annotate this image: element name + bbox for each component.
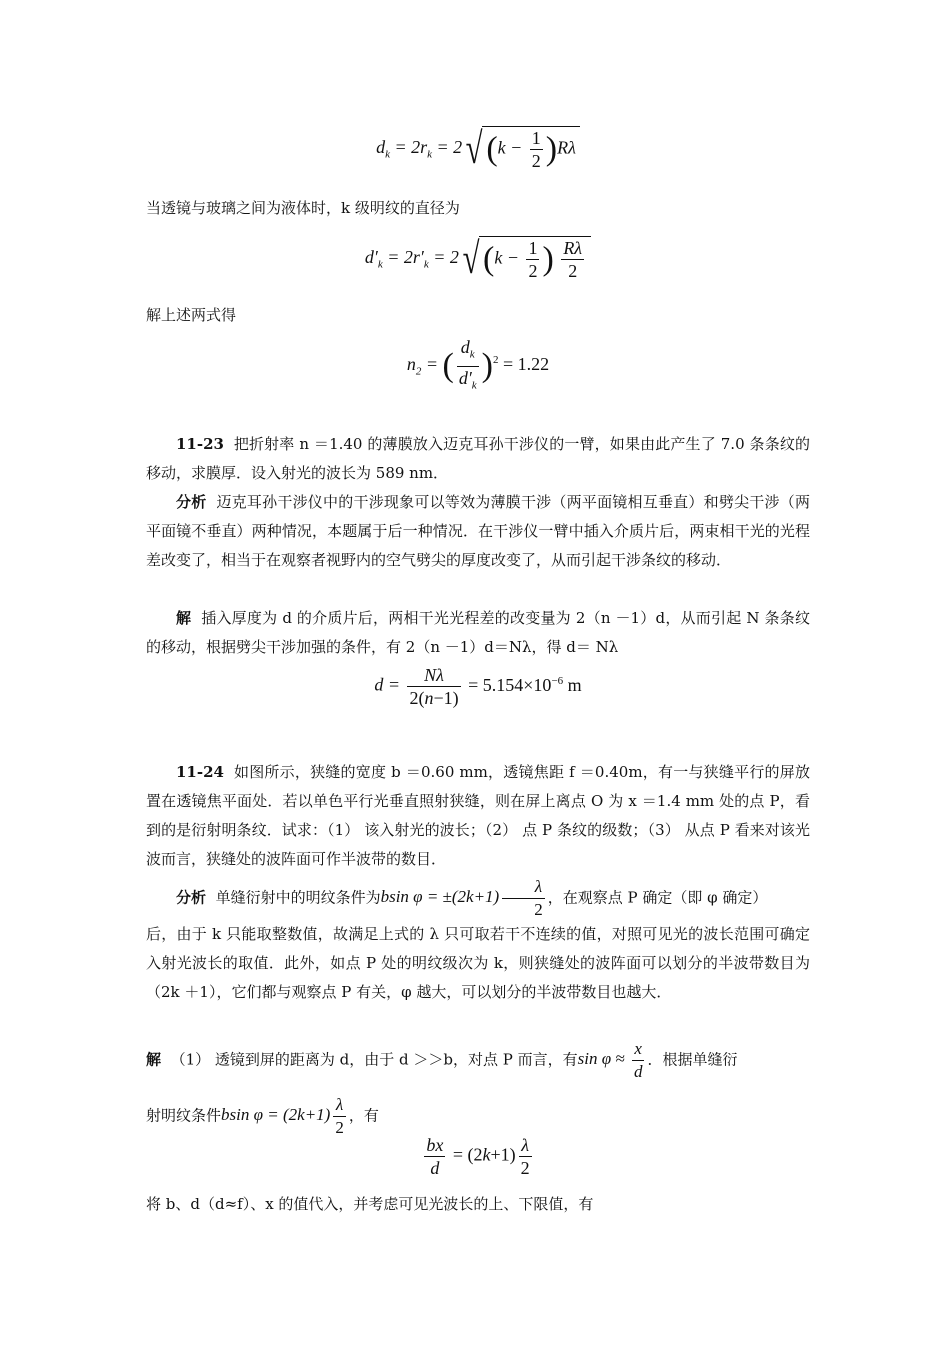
analysis-text: 单缝衍射中的明纹条件为 (215, 888, 381, 907)
analysis-11-24-continued: 后，由于 k 只能取整数值，故满足上式的 λ 只可取若干不连续的值，对照可见光的波长范围可确定入射光波长的取值．此外，如点 P 处的明纹级次为 k，则狭缝处的波阵面可以划分的半波带数目为（2k ＋1），它们都与观察点 P 有关，φ 越大，可以划分的半波带数目也越大． (146, 925, 810, 1001)
equation-refractive-index: $n_2$ = ( $\frac{d_k}{d'_k}$ )$^2$ = 1.22 (406, 337, 550, 392)
solution-text: 射明纹条件 (146, 1106, 222, 1125)
solution-label: 解 (176, 609, 192, 627)
analysis-label: 分析 (176, 493, 207, 511)
equation-liquid-ring-diameter: $d'_k = 2r'_k = 2√$ (k − $\frac{1}{2}$ ) $\frac{R\lambda}{2}$ (146, 236, 810, 282)
text-substitute-values: 将 b、d（d≈f）、x 的值代入，并考虑可见光波长的上、下限值，有 (146, 1195, 594, 1213)
small-angle-approx: sin φ ≈ $\frac{x}{d}$ (577, 1039, 643, 1081)
text-solve: 解上述两式得 (146, 306, 237, 324)
analysis-11-24-first-line (146, 876, 810, 921)
solution-text: ，有 (348, 1106, 379, 1125)
solution-11-23 (146, 604, 810, 662)
solution-body: 插入厚度为 d 的介质片后，两相干光光程差的改变量为 2（n －1）d，从而引起 N 条条纹的移动，根据劈尖干涉加强的条件，有 2（n －1）d＝Nλ，得 d＝ Nλ (146, 609, 810, 656)
solution-11-24-line1 (146, 1038, 810, 1083)
problem-11-23 (146, 430, 810, 488)
equation-bright-ring-diameter: $d_k = 2r_k = 2√$ (k − $\frac{1}{2}$ )Rλ (146, 126, 810, 172)
problem-11-24 (146, 758, 810, 874)
analysis-label: 分析 (176, 888, 207, 907)
analysis-11-23 (146, 488, 810, 575)
solution-11-24-line2 (146, 1094, 810, 1139)
problem-number: 11-23 (176, 435, 224, 453)
bright-fringe-condition: bsin φ = ±(2k+1) $\frac{\lambda}{2}$ (380, 877, 543, 919)
text-liquid-case: 当透镜与玻璃之间为液体时，k 级明纹的直径为 (146, 199, 460, 217)
problem-body: 把折射率 n ＝1.40 的薄膜放入迈克耳孙干涉仪的一臂，如果由此产生了 7.0 条条纹的移动，求膜厚．设入射光的波长为 589 nm． (146, 435, 810, 482)
problem-body: 如图所示，狭缝的宽度 b ＝0.60 mm，透镜焦距 f ＝0.40m，有一与狭缝平行的屏放置在透镜焦平面处．若以单色平行光垂直照射狭缝，则在屏上离点 O 为 x ＝1.4 mm 处的点 P，看到的是衍射明条纹．试求：（1） 该入射光的波长；（2） 点 P 条纹的级数；（3） 从点 P 看来对该光波而言，狭缝处的波阵面可作半波带的数目． (146, 763, 810, 868)
equation-bx-over-d: $\frac{bx}{d}$ = (2k+1) $\frac{\lambda}{2}$ (426, 1135, 530, 1178)
problem-number: 11-24 (176, 763, 224, 781)
solution-label: 解 (146, 1050, 162, 1069)
analysis-body: 迈克耳孙干涉仪中的干涉现象可以等效为薄膜干涉（两平面镜相互垂直）和劈尖干涉（两平面镜不垂直）两种情况，本题属于后一种情况．在干涉仪一臂中插入介质片后，两束相干光的光程差改变了，相当于在观察者视野内的空气劈尖的厚度改变了，从而引起干涉条纹的移动． (146, 493, 810, 569)
single-slit-condition: bsin φ = (2k+1) $\frac{\lambda}{2}$ (221, 1095, 344, 1137)
solution-text: ．根据单缝衍 (647, 1050, 738, 1069)
equation-film-thickness: d = $\frac{N\lambda}{2(n-1)}$ = $5.154\times 10^{-6}$ m (374, 665, 582, 708)
analysis-text: ，在观察点 P 确定（即 φ 确定） (547, 888, 768, 907)
solution-text: （1） 透镜到屏的距离为 d，由于 d ＞＞b，对点 P 而言，有 (170, 1050, 578, 1069)
